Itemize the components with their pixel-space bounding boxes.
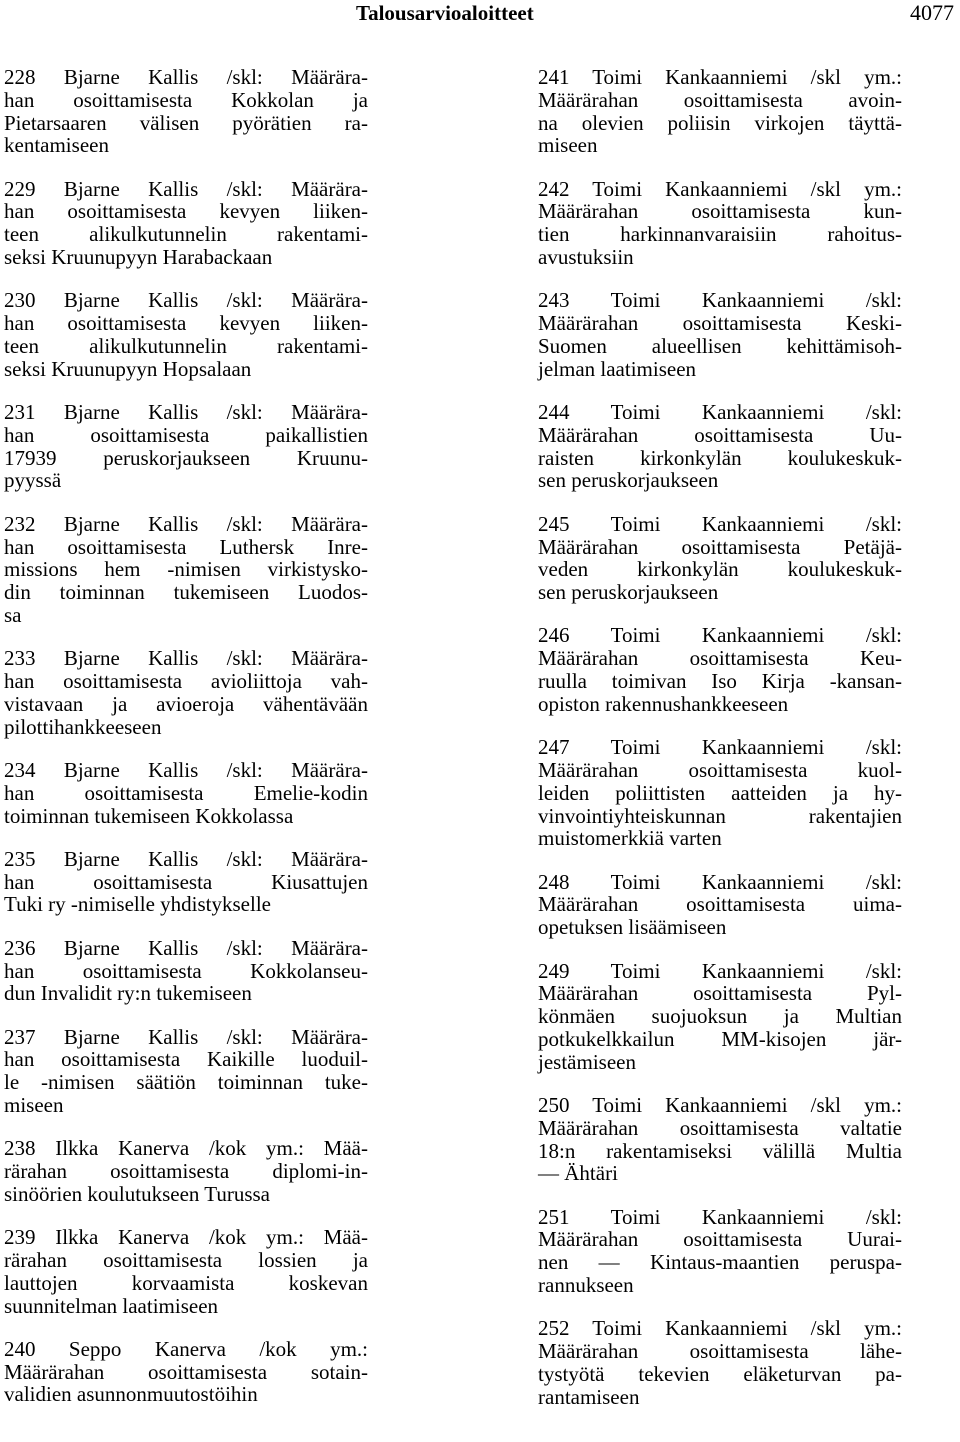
entry-line: Määrärahan osoittamisesta Keu- — [538, 646, 902, 671]
entry-line: Määrärahan osoittamisesta kun- — [538, 199, 902, 224]
motion-entry — [538, 624, 902, 715]
entry-line: dun Invalidit ry:n tukemiseen — [4, 981, 252, 1006]
entry-line: tien harkinnanvaraisiin rahoitus- — [538, 222, 902, 247]
entry-line: 235 Bjarne Kallis /skl: Määrära- — [4, 846, 368, 871]
motion-entry — [4, 937, 368, 1005]
motion-entry — [4, 178, 368, 269]
entry-line: avustuksiin — [538, 245, 634, 270]
entry-line: 232 Bjarne Kallis /skl: Määrära- — [4, 511, 368, 536]
entry-line: 252 Toimi Kankaanniemi /skl ym.: — [538, 1316, 902, 1341]
entry-line: Määrärahan osoittamisesta Petäjä- — [538, 534, 902, 559]
entry-line: Määrärahan osoittamisesta lähe- — [538, 1339, 902, 1364]
entry-line: suunnitelman laatimiseen — [4, 1293, 219, 1318]
entry-line: 248 Toimi Kankaanniemi /skl: — [538, 869, 902, 894]
entry-line: teen alikulkutunnelin rakentami- — [4, 333, 368, 358]
entry-line: na olevien poliisin virkojen täyttä- — [538, 110, 902, 135]
entry-line: potkukelkkailun MM-kisojen jär- — [538, 1026, 902, 1051]
motion-entry — [538, 1317, 902, 1408]
entry-line: — Ähtäri — [538, 1161, 618, 1186]
entry-line: kentamiseen — [4, 133, 109, 158]
entry-line: 243 Toimi Kankaanniemi /skl: — [538, 288, 902, 313]
motion-entry — [538, 871, 902, 939]
entry-line: toiminnan tukemiseen Kokkolassa — [4, 803, 294, 828]
entry-line: raisten kirkonkylän koulukeskuk- — [538, 445, 902, 470]
entry-line: 246 Toimi Kankaanniemi /skl: — [538, 623, 902, 648]
entry-line: opetuksen lisäämiseen — [538, 915, 727, 940]
entry-line: 244 Toimi Kankaanniemi /skl: — [538, 400, 902, 425]
entry-line: vistavaan ja avioeroja vähentävään — [4, 691, 368, 716]
entry-line: 229 Bjarne Kallis /skl: Määrära- — [4, 176, 368, 201]
entry-line: 236 Bjarne Kallis /skl: Määrära- — [4, 935, 368, 960]
entry-line: Määrärahan osoittamisesta valtatie — [538, 1115, 902, 1140]
entry-line: missions hem -nimisen virkistysko- — [4, 557, 368, 582]
entry-line: Tuki ry -nimiselle yhdistykselle — [4, 892, 271, 917]
entry-line: jestämiseen — [538, 1049, 636, 1074]
motion-entry — [4, 848, 368, 916]
entry-line: veden kirkonkylän koulukeskuk- — [538, 557, 902, 582]
entry-line: seksi Kruunupyyn Hopsalaan — [4, 356, 252, 381]
entry-line: Määrärahan osoittamisesta Pyl- — [538, 981, 902, 1006]
entry-line: han osoittamisesta Luthersk Inre- — [4, 534, 368, 559]
entry-line: Suomen alueellisen kehittämisoh- — [538, 333, 902, 358]
entry-line: 240 Seppo Kanerva /kok ym.: — [4, 1336, 368, 1361]
motion-entry — [4, 289, 368, 380]
entry-line: sinöörien koulutukseen Turussa — [4, 1181, 271, 1206]
entry-line: han osoittamisesta Kokkolan ja — [4, 87, 368, 112]
entry-line: 18:n rakentamiseksi välillä Multia — [538, 1138, 902, 1163]
motion-entry — [4, 66, 368, 157]
motion-entry — [4, 1026, 368, 1117]
entry-line: han osoittamisesta kevyen liiken- — [4, 199, 368, 224]
motion-entry — [538, 1206, 902, 1297]
entry-line: tystyötä tekevien eläketurvan pa- — [538, 1361, 902, 1386]
entry-line: le -nimisen säätiön toiminnan tuke- — [4, 1070, 368, 1095]
motion-entry — [538, 401, 902, 492]
entry-line: miseen — [538, 133, 598, 158]
motion-entry — [538, 513, 902, 604]
entry-line: validien asunnonmuutostöihin — [4, 1382, 258, 1407]
entry-line: ruulla toimivan Iso Kirja -kansan- — [538, 669, 902, 694]
entry-line: 242 Toimi Kankaanniemi /skl ym.: — [538, 176, 902, 201]
entry-line: 17939 peruskorjaukseen Kruunu- — [4, 445, 368, 470]
entry-line: miseen — [4, 1092, 64, 1117]
motion-entry — [538, 960, 902, 1074]
motion-entry — [538, 736, 902, 850]
entry-line: teen alikulkutunnelin rakentami- — [4, 222, 368, 247]
entry-line: han osoittamisesta Kokkolanseu- — [4, 958, 368, 983]
entry-line: Määrärahan osoittamisesta kuol- — [538, 757, 902, 782]
entry-line: din toiminnan tukemiseen Luodos- — [4, 580, 368, 605]
entry-line: han osoittamisesta avioliittoja vah- — [4, 669, 368, 694]
entry-line: 250 Toimi Kankaanniemi /skl ym.: — [538, 1092, 902, 1117]
entry-line: Määrärahan osoittamisesta uima- — [538, 892, 902, 917]
entry-line: Määrärahan osoittamisesta avoin- — [538, 87, 902, 112]
entry-line: opiston rakennushankkeeseen — [538, 691, 789, 716]
entry-line: rärahan osoittamisesta diplomi-in- — [4, 1159, 368, 1184]
entry-line: 251 Toimi Kankaanniemi /skl: — [538, 1204, 902, 1229]
motion-entry — [4, 1226, 368, 1317]
entry-line: 230 Bjarne Kallis /skl: Määrära- — [4, 288, 368, 313]
entry-line: 234 Bjarne Kallis /skl: Määrära- — [4, 757, 368, 782]
motion-entry — [538, 178, 902, 269]
entry-line: 233 Bjarne Kallis /skl: Määrära- — [4, 646, 368, 671]
entry-line: jelman laatimiseen — [538, 356, 697, 381]
entry-line: 239 Ilkka Kanerva /kok ym.: Mää- — [4, 1225, 368, 1250]
motion-entry — [4, 1137, 368, 1205]
entry-line: 228 Bjarne Kallis /skl: Määrära- — [4, 65, 368, 89]
entry-line: 247 Toimi Kankaanniemi /skl: — [538, 735, 902, 760]
entry-line: 245 Toimi Kankaanniemi /skl: — [538, 511, 902, 536]
right-column — [538, 66, 902, 1429]
entry-line: leiden poliittisten aatteiden ja hy- — [538, 780, 902, 805]
motion-entry — [4, 1338, 368, 1406]
motion-entry — [4, 647, 368, 738]
entry-line: han osoittamisesta kevyen liiken- — [4, 311, 368, 336]
entry-line: sen peruskorjaukseen — [538, 468, 719, 493]
entry-line: pyyssä — [4, 468, 62, 493]
entry-line: han osoittamisesta Kaikille luoduil- — [4, 1047, 368, 1072]
entry-line: 237 Bjarne Kallis /skl: Määrära- — [4, 1024, 368, 1049]
entry-line: han osoittamisesta Emelie-kodin — [4, 780, 368, 805]
entry-line: 249 Toimi Kankaanniemi /skl: — [538, 958, 902, 983]
entry-line: Määrärahan osoittamisesta Uurai- — [538, 1227, 902, 1252]
entry-line: 238 Ilkka Kanerva /kok ym.: Mää- — [4, 1136, 368, 1161]
entry-line: rannukseen — [538, 1273, 634, 1298]
running-title: Talousarvioaloitteet — [356, 1, 534, 25]
motion-entry — [538, 66, 902, 157]
left-column — [4, 66, 368, 1427]
entry-line: könmäen suojuoksun ja Multian — [538, 1004, 902, 1029]
entry-line: Määrärahan osoittamisesta Uu- — [538, 422, 902, 447]
motion-entry — [4, 759, 368, 827]
motion-entry — [538, 289, 902, 380]
entry-line: lauttojen korvaamista koskevan — [4, 1270, 368, 1295]
entry-line: Pietarsaaren välisen pyörätien ra- — [4, 110, 368, 135]
entry-line: muistomerkkiä varten — [538, 826, 722, 851]
entry-line: rantamiseen — [538, 1384, 640, 1409]
entry-line: Määrärahan osoittamisesta sotain- — [4, 1359, 368, 1384]
motion-entry — [538, 1094, 902, 1185]
entry-line: seksi Kruunupyyn Harabackaan — [4, 245, 273, 270]
entry-line: 231 Bjarne Kallis /skl: Määrära- — [4, 400, 368, 425]
entry-line: pilottihankkeeseen — [4, 714, 162, 739]
entry-line: sa — [4, 602, 22, 627]
entry-line: han osoittamisesta paikallistien — [4, 422, 368, 447]
entry-line: 241 Toimi Kankaanniemi /skl ym.: — [538, 65, 902, 89]
entry-line: vinvointiyhteiskunnan rakentajien — [538, 803, 902, 828]
entry-line: han osoittamisesta Kiusattujen — [4, 869, 368, 894]
motion-entry — [4, 513, 368, 627]
entry-line: rärahan osoittamisesta lossien ja — [4, 1247, 368, 1272]
entry-line: Määrärahan osoittamisesta Keski- — [538, 311, 902, 336]
entry-line: sen peruskorjaukseen — [538, 580, 719, 605]
motion-entry — [4, 401, 368, 492]
entry-line: nen — Kintaus-maantien peruspa- — [538, 1250, 902, 1275]
page-number: 4077 — [910, 0, 954, 25]
